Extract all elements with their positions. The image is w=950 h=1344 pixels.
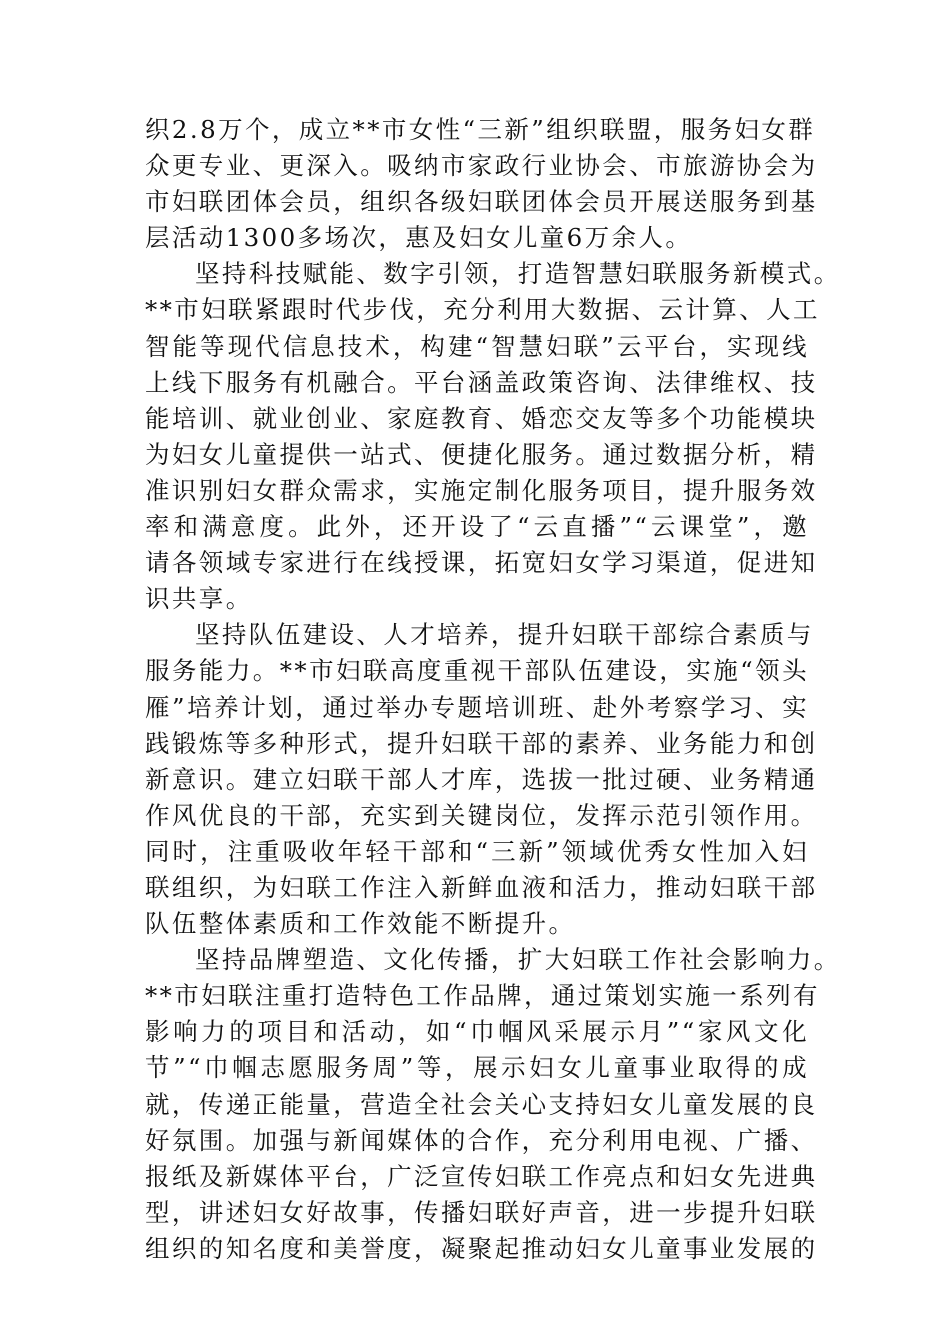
text-line: 坚持科技赋能、数字引领，打造智慧妇联服务新模式。 (195, 259, 841, 289)
text-line: 践锻炼等多种形式，提升妇联干部的素养、业务能力和创 (145, 728, 818, 758)
paragraph (145, 112, 818, 256)
text-line: 为妇女儿童提供一站式、便捷化服务。通过数据分析，精 (145, 439, 818, 469)
text-line: 好氛围。加强与新闻媒体的合作，充分利用电视、广播、 (145, 1125, 818, 1155)
text-line: 就，传递正能量，营造全社会关心支持妇女儿童发展的良 (145, 1089, 818, 1119)
text-line: 坚持品牌塑造、文化传播，扩大妇联工作社会影响力。 (195, 945, 841, 975)
paragraph (145, 256, 841, 617)
text-line: 服务能力。**市妇联高度重视干部队伍建设，实施“领头 (145, 656, 809, 686)
text-line: 层活动1300多场次，惠及妇女儿童6万余人。 (145, 223, 693, 253)
text-line: **市妇联注重打造特色工作品牌，通过策划实施一系列有 (145, 981, 820, 1011)
text-line: 新意识。建立妇联干部人才库，选拔一批过硬、业务精通 (145, 764, 818, 794)
text-line: 智能等现代信息技术，构建“智慧妇联”云平台，实现线 (145, 331, 809, 361)
text-line: 坚持队伍建设、人才培养，提升妇联干部综合素质与 (195, 620, 814, 650)
text-line: 识共享。 (145, 584, 253, 614)
text-line: 型，讲述妇女好故事，传播妇联好声音，进一步提升妇联 (145, 1197, 818, 1227)
text-line: 上线下服务有机融合。平台涵盖政策咨询、法律维权、技 (145, 367, 818, 397)
text-line: 作风优良的干部，充实到关键岗位，发挥示范引领作用。 (145, 800, 818, 830)
paragraph (145, 617, 818, 942)
text-line: 众更专业、更深入。吸纳市家政行业协会、市旅游协会为 (145, 151, 818, 181)
text-line: 率和满意度。此外，还开设了“云直播”“云课堂”，邀 (145, 512, 809, 542)
text-line: 组织的知名度和美誉度，凝聚起推动妇女儿童事业发展的 (145, 1233, 818, 1263)
text-line: 报纸及新媒体平台，广泛宣传妇联工作亮点和妇女先进典 (145, 1161, 818, 1191)
text-line: 队伍整体素质和工作效能不断提升。 (145, 909, 576, 939)
text-line: 同时，注重吸收年轻干部和“三新”领域优秀女性加入妇 (145, 836, 809, 866)
text-line: 市妇联团体会员，组织各级妇联团体会员开展送服务到基 (145, 187, 818, 217)
paragraph (145, 942, 841, 1267)
document-body (145, 112, 841, 1267)
text-line: 联组织，为妇联工作注入新鲜血液和活力，推动妇联干部 (145, 872, 818, 902)
text-line: 织2.8万个，成立**市女性“三新”组织联盟，服务妇女群 (145, 115, 816, 144)
text-line: 雁”培养计划，通过举办专题培训班、赴外考察学习、实 (145, 692, 809, 722)
text-line: 请各领域专家进行在线授课，拓宽妇女学习渠道，促进知 (145, 548, 818, 578)
text-line: 准识别妇女群众需求，实施定制化服务项目，提升服务效 (145, 475, 818, 505)
text-line: 能培训、就业创业、家庭教育、婚恋交友等多个功能模块 (145, 403, 818, 433)
text-line: 影响力的项目和活动，如“巾帼风采展示月”“家风文化 (145, 1017, 809, 1047)
text-line: 节”“巾帼志愿服务周”等，展示妇女儿童事业取得的成 (145, 1053, 809, 1083)
text-line: **市妇联紧跟时代步伐，充分利用大数据、云计算、人工 (145, 295, 820, 325)
